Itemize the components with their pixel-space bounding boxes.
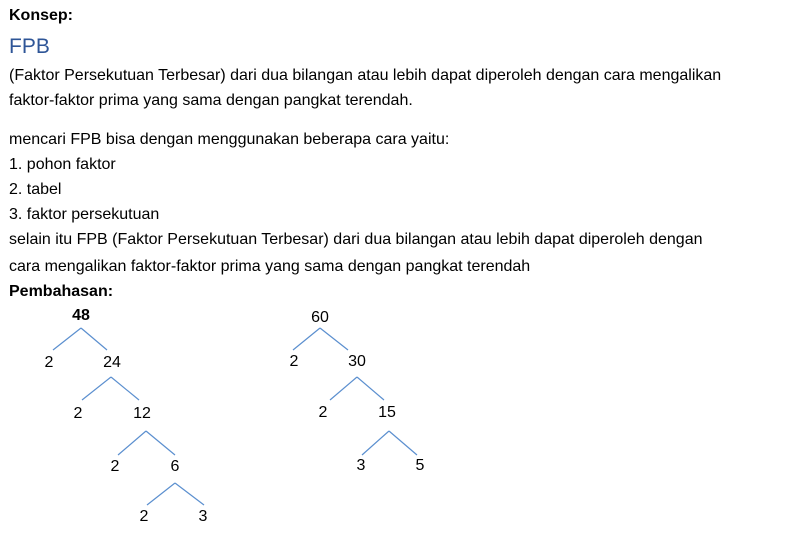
tree-60-node: 30 (348, 353, 366, 370)
tree-60-node: 2 (318, 404, 328, 421)
tree-48-node: 6 (170, 458, 180, 475)
tree-60-node: 3 (356, 457, 366, 474)
tree-60-node: 2 (289, 353, 299, 370)
method-item: 3. faktor persekutuan (9, 206, 160, 223)
pembahasan-label: Pembahasan: (9, 283, 114, 300)
fpb-heading: FPB (9, 35, 50, 58)
konsep-label: Konsep: (9, 7, 73, 24)
tree-48-node: 2 (139, 508, 149, 525)
tree-48-node: 3 (198, 508, 208, 525)
tree-48-node: 2 (44, 354, 54, 371)
method-item: 1. pohon faktor (9, 156, 116, 173)
explanation-line-2: cara mengalikan faktor-faktor prima yang sama dengan pangkat terendah (9, 258, 531, 275)
definition-line-2: faktor-faktor prima yang sama dengan pangkat terendah. (9, 92, 413, 109)
methods-intro: mencari FPB bisa dengan menggunakan beberapa cara yaitu: (9, 131, 450, 148)
method-item: 2. tabel (9, 181, 62, 198)
tree-48-node: 2 (110, 458, 120, 475)
tree-48-root: 48 (72, 307, 90, 324)
tree-60-node: 5 (415, 457, 425, 474)
tree-60-root: 60 (311, 309, 329, 326)
tree-48-node: 2 (73, 405, 83, 422)
definition-line-1: (Faktor Persekutuan Terbesar) dari dua bilangan atau lebih dapat diperoleh dengan cara mengalikan (9, 67, 722, 84)
tree-48-node: 12 (133, 405, 151, 422)
tree-48-node: 24 (103, 354, 121, 371)
explanation-line-1: selain itu FPB (Faktor Persekutuan Terbesar) dari dua bilangan atau lebih dapat diperoleh dengan (9, 231, 703, 248)
tree-60-node: 15 (378, 404, 396, 421)
